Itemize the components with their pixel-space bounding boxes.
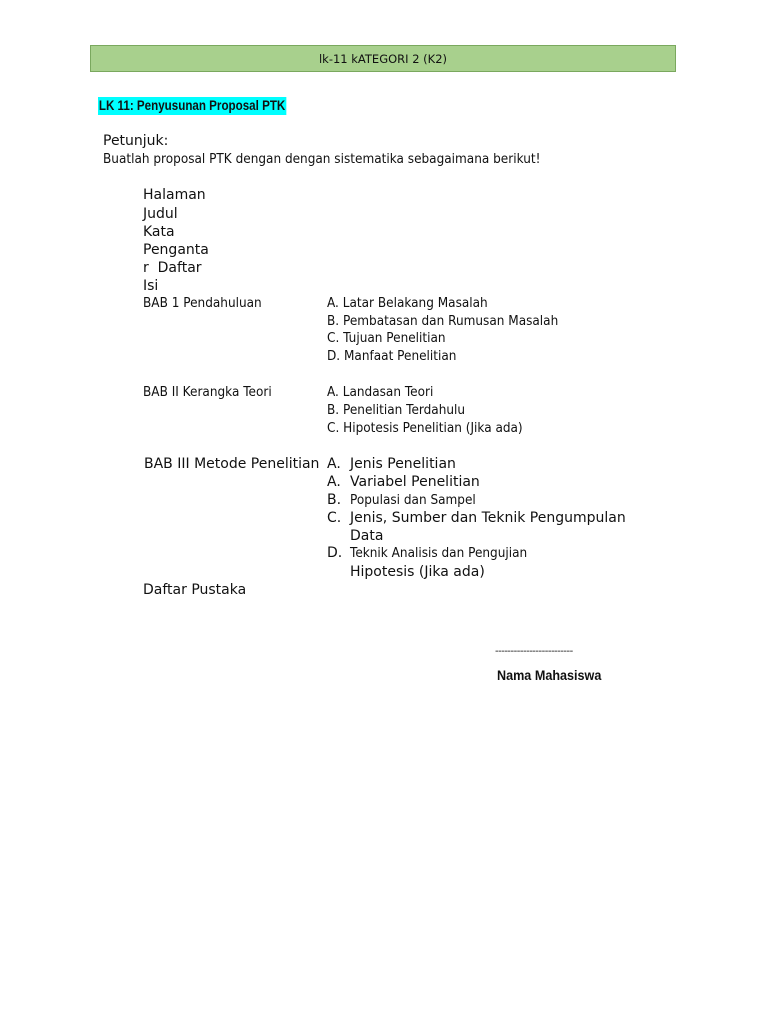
lk-title: LK 11: Penyusunan Proposal PTK: [98, 98, 286, 113]
front-matter-line: Judul: [143, 206, 178, 222]
front-matter-line: r Daftar: [143, 260, 202, 276]
bab1-item: C. Tujuan Penelitian: [327, 331, 446, 346]
bab3-item-continuation: Hipotesis (Jika ada): [350, 564, 485, 580]
header-title: lk-11 kATEGORI 2 (K2): [318, 52, 448, 66]
bab3-item: Variabel Penelitian: [350, 474, 480, 490]
bab3-title: BAB III Metode Penelitian: [144, 456, 320, 472]
header-banner: [90, 45, 676, 72]
bab3-item-marker: A.: [327, 456, 341, 472]
bab2-item: B. Penelitian Terdahulu: [327, 403, 466, 418]
signature-line: -------------------------: [495, 646, 573, 657]
petunjuk-label: Petunjuk:: [103, 133, 169, 149]
front-matter-line: Penganta: [143, 242, 209, 258]
bab3-item-marker: B.: [327, 492, 342, 508]
bab3-item-marker: C.: [327, 510, 342, 526]
bab3-item-continuation: Data: [350, 528, 384, 544]
bab3-item: Jenis, Sumber dan Teknik Pengumpulan: [350, 510, 626, 526]
signature-name: Nama Mahasiswa: [497, 667, 602, 683]
front-matter-line: Isi: [143, 278, 159, 294]
bab3-item: Teknik Analisis dan Pengujian: [350, 546, 528, 561]
bab1-item: D. Manfaat Penelitian: [327, 349, 457, 364]
front-matter-line: Kata: [143, 224, 175, 240]
bab1-title: BAB 1 Pendahuluan: [143, 296, 262, 311]
bab3-item-marker: D.: [327, 545, 343, 561]
bab2-item: A. Landasan Teori: [327, 385, 434, 400]
bab3-item-marker: A.: [327, 474, 341, 490]
petunjuk-instruction: Buatlah proposal PTK dengan dengan sistematika sebagaimana berikut!: [103, 152, 541, 167]
daftar-pustaka: Daftar Pustaka: [143, 582, 247, 598]
bab2-item: C. Hipotesis Penelitian (Jika ada): [327, 421, 523, 436]
front-matter-line: Halaman: [143, 187, 206, 203]
bab1-item: B. Pembatasan dan Rumusan Masalah: [327, 314, 559, 329]
bab3-item: Jenis Penelitian: [350, 456, 456, 472]
bab3-item: Populasi dan Sampel: [350, 493, 476, 508]
bab1-item: A. Latar Belakang Masalah: [327, 296, 488, 311]
bab2-title: BAB II Kerangka Teori: [143, 385, 272, 400]
